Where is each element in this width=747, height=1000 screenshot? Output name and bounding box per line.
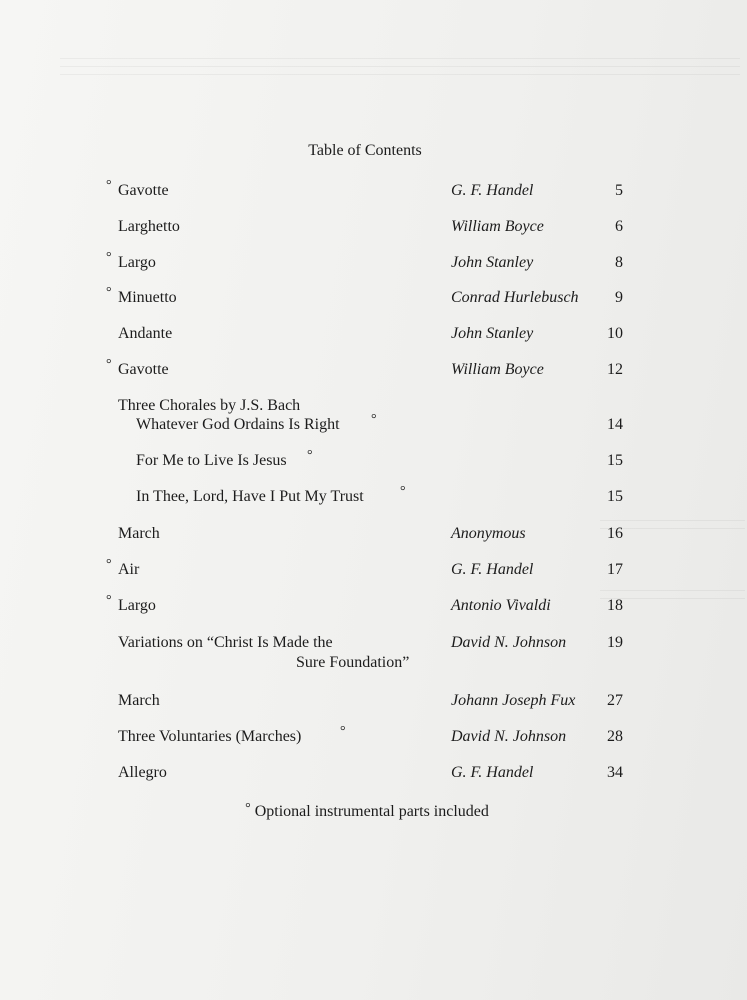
piece-title: In Thee, Lord, Have I Put My Trust <box>136 488 364 505</box>
toc-entry <box>0 250 747 278</box>
toc-entry <box>0 357 747 385</box>
composer: William Boyce <box>451 218 544 235</box>
composer: Anonymous <box>451 525 526 542</box>
optional-parts-mark: ° <box>245 801 251 816</box>
optional-parts-mark: ° <box>106 357 112 372</box>
page-number: 6 <box>615 218 623 235</box>
piece-title: Three Voluntaries (Marches) <box>118 728 302 745</box>
toc-entry <box>0 557 747 585</box>
page-number: 19 <box>607 634 623 651</box>
optional-parts-mark: ° <box>371 412 377 427</box>
page-number: 12 <box>607 361 623 378</box>
toc-entry <box>0 724 747 752</box>
piece-title: Whatever God Ordains Is Right <box>136 416 340 433</box>
toc-entry <box>0 412 747 440</box>
bleed-through-line <box>600 590 745 591</box>
page-number: 27 <box>607 692 623 709</box>
toc-entry <box>0 692 747 716</box>
piece-title: Minuetto <box>118 289 177 306</box>
bleed-through-line <box>60 58 740 59</box>
piece-title: Allegro <box>118 764 167 781</box>
piece-title: Andante <box>118 325 173 342</box>
page-title: Table of Contents <box>308 142 422 159</box>
piece-title: Largo <box>118 597 156 614</box>
page-number: 15 <box>607 452 623 469</box>
toc-entry <box>0 178 747 206</box>
page-number: 28 <box>607 728 623 745</box>
optional-parts-mark: ° <box>106 557 112 572</box>
toc-entry <box>0 484 747 512</box>
toc-entry-continuation <box>0 654 747 678</box>
optional-parts-mark: ° <box>106 285 112 300</box>
page-number: 10 <box>607 325 623 342</box>
composer: John Stanley <box>451 254 534 271</box>
piece-title: Larghetto <box>118 218 180 235</box>
piece-title: Gavotte <box>118 361 169 378</box>
optional-parts-mark: ° <box>307 448 313 463</box>
piece-title: March <box>118 692 160 709</box>
page-number: 16 <box>607 525 623 542</box>
toc-entry <box>0 325 747 349</box>
toc-entry <box>0 525 747 549</box>
composer: William Boyce <box>451 361 544 378</box>
toc-entry <box>0 448 747 476</box>
composer: Antonio Vivaldi <box>451 597 551 614</box>
piece-title: March <box>118 525 160 542</box>
composer: Conrad Hurlebusch <box>451 289 579 306</box>
toc-entry <box>0 285 747 313</box>
optional-parts-mark: ° <box>106 178 112 193</box>
piece-title: Variations on “Christ Is Made the <box>118 634 333 651</box>
bleed-through-line <box>60 66 740 67</box>
page-number: 8 <box>615 254 623 271</box>
piece-title: Largo <box>118 254 156 271</box>
piece-title: For Me to Live Is Jesus <box>136 452 287 469</box>
composer: John Stanley <box>451 325 534 342</box>
toc-entry <box>0 218 747 242</box>
toc-entry <box>0 764 747 788</box>
optional-parts-mark: ° <box>106 593 112 608</box>
toc-entry <box>0 593 747 621</box>
footnote <box>0 803 734 821</box>
bleed-through-line <box>60 74 740 75</box>
composer: David N. Johnson <box>451 728 567 745</box>
piece-title: Sure Foundation” <box>296 654 410 671</box>
bleed-through-line <box>600 520 745 521</box>
composer: G. F. Handel <box>451 764 534 781</box>
page-number: 17 <box>607 561 623 578</box>
optional-parts-mark: ° <box>106 250 112 265</box>
piece-title: Air <box>118 561 140 578</box>
page-number: 34 <box>607 764 623 781</box>
page-number: 15 <box>607 488 623 505</box>
page-number: 14 <box>607 416 623 433</box>
piece-title: Three Chorales by J.S. Bach <box>118 397 301 414</box>
composer: Johann Joseph Fux <box>451 692 576 709</box>
page-number: 9 <box>615 289 623 306</box>
composer: David N. Johnson <box>451 634 567 651</box>
page-number: 5 <box>615 182 623 199</box>
page-number: 18 <box>607 597 623 614</box>
composer: G. F. Handel <box>451 561 534 578</box>
piece-title: Gavotte <box>118 182 169 199</box>
optional-parts-mark: ° <box>340 724 346 739</box>
optional-parts-mark: ° <box>400 484 406 499</box>
composer: G. F. Handel <box>451 182 534 199</box>
footnote-text: Optional instrumental parts included <box>254 803 489 820</box>
